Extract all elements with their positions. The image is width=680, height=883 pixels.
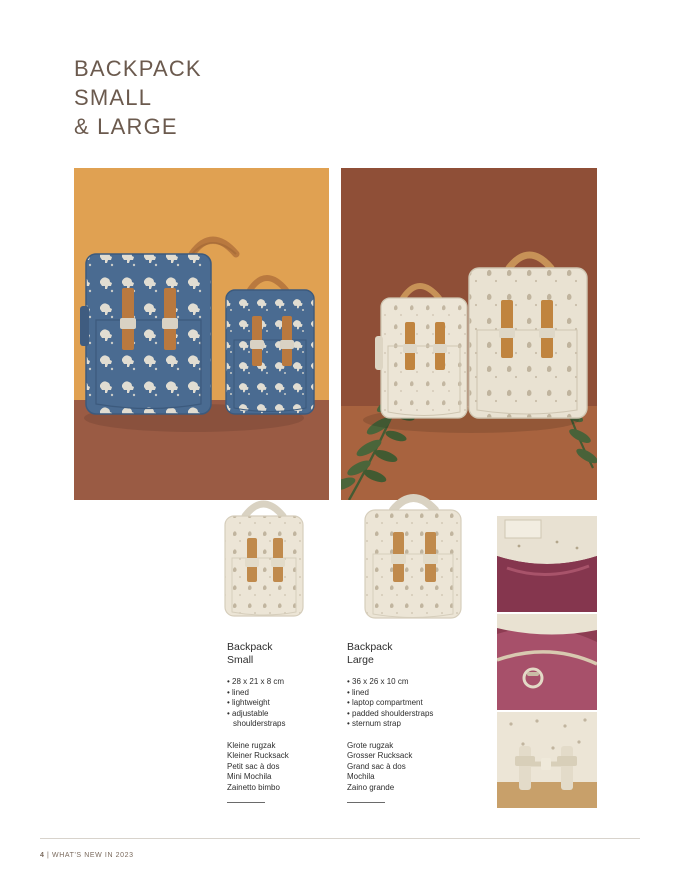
backpack-small-product-photo	[199, 492, 327, 622]
translation-item: Zainetto bimbo	[227, 782, 280, 792]
straps-detail-illustration	[497, 712, 597, 808]
spec-item: • laptop compartment	[347, 698, 423, 708]
footer-divider	[40, 838, 640, 839]
translation-item: Grosser Rucksack	[347, 751, 413, 761]
product-name-small	[227, 641, 337, 666]
translation-item: Kleine rugzak	[227, 740, 276, 750]
spec-item: • padded shoulderstraps	[347, 708, 434, 718]
product-translations-small	[227, 741, 337, 793]
spec-item: • lightweight	[227, 698, 270, 708]
product-caption-large	[347, 641, 487, 803]
product-specs-small	[227, 677, 337, 730]
cream-backpacks-illustration	[341, 168, 597, 500]
spec-item: • lined	[227, 687, 249, 697]
product-caption-small	[227, 641, 337, 803]
translation-item: Mochila	[347, 772, 375, 782]
product-name-large-line2: Large	[347, 653, 374, 666]
spec-item: • 28 x 21 x 8 cm	[227, 677, 285, 686]
translation-item: Petit sac à dos	[227, 761, 280, 771]
page-title-line-3: & LARGE	[74, 114, 178, 139]
blue-backpacks-photo	[74, 168, 329, 500]
product-translations-large	[347, 741, 487, 793]
detail-lining-photo	[497, 516, 597, 612]
spec-item: shoulderstraps	[233, 719, 286, 729]
translation-item: Grote rugzak	[347, 740, 394, 750]
detail-zipper-photo	[497, 614, 597, 710]
product-name-large	[347, 641, 487, 666]
product-specs-large	[347, 677, 487, 730]
page-number: 4	[40, 852, 45, 859]
translation-item: Kleiner Rucksack	[227, 751, 289, 761]
spec-item: • adjustable	[227, 708, 269, 718]
footer-label: | WHAT'S NEW IN 2023	[47, 852, 134, 859]
product-name-large-line1: Backpack	[347, 641, 393, 653]
detail-straps-photo	[497, 712, 597, 808]
cream-backpacks-photo	[341, 168, 597, 500]
backpack-small-product-illustration	[199, 492, 327, 622]
lining-detail-illustration	[497, 516, 597, 612]
product-name-small-line2: Small	[227, 653, 254, 666]
page-title	[74, 58, 202, 138]
caption-divider	[347, 802, 385, 803]
spec-item: • 36 x 26 x 10 cm	[347, 677, 409, 686]
blue-backpacks-illustration	[74, 168, 329, 500]
translation-item: Zaino grande	[347, 782, 395, 792]
page-title-line-1: BACKPACK	[74, 56, 202, 81]
caption-divider	[227, 802, 265, 803]
backpack-large-product-photo	[341, 492, 481, 622]
spec-item: • lined	[347, 687, 369, 697]
spec-item: • sternum strap	[347, 719, 401, 729]
zipper-detail-illustration	[497, 614, 597, 710]
translation-item: Mini Mochila	[227, 772, 272, 782]
product-name-small-line1: Backpack	[227, 641, 273, 653]
page-title-line-2: SMALL	[74, 85, 153, 110]
translation-item: Grand sac à dos	[347, 761, 406, 771]
footer	[40, 852, 134, 859]
backpack-large-product-illustration	[341, 492, 481, 622]
